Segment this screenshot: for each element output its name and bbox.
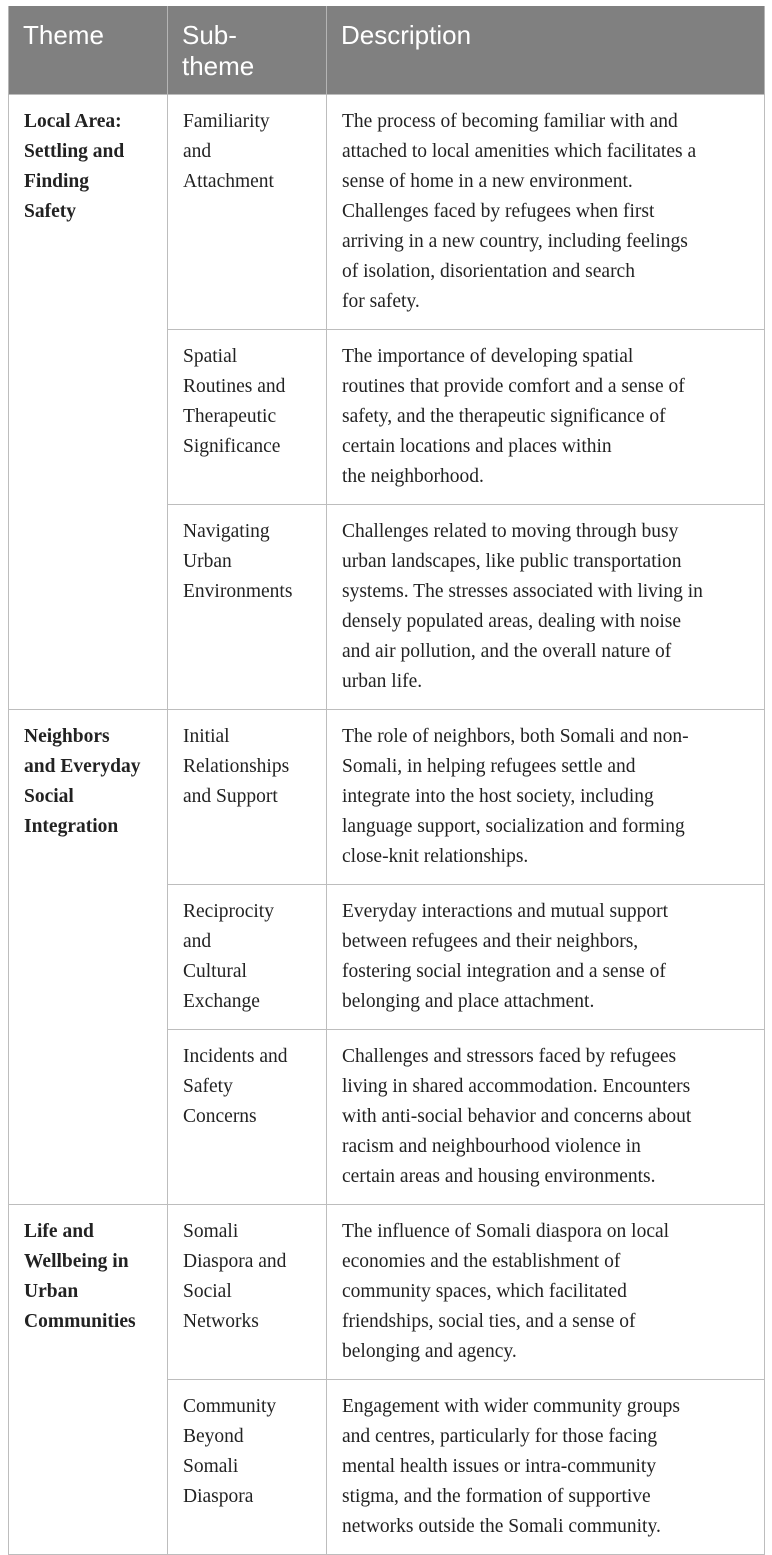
subtheme-cell: Somali Diaspora and Social Networks (168, 1204, 327, 1379)
themes-table (8, 6, 765, 1555)
description-cell: The importance of developing spatial routines that provide comfort and a sense of safety, and the therapeutic significance of certain locations and places within the neighborhood. (327, 329, 765, 504)
subtheme-cell: Familiarity and Attachment (168, 94, 327, 329)
subtheme-cell: Community Beyond Somali Diaspora (168, 1379, 327, 1554)
description-cell: Challenges related to moving through busy urban landscapes, like public transportation systems. The stresses associated with living in densely populated areas, dealing with noise and air pollution, and the overall nature of urban life. (327, 504, 765, 709)
table-row (9, 94, 765, 329)
description-cell: Engagement with wider community groups and centres, particularly for those facing mental health issues or intra-community stigma, and the formation of supportive networks outside the Somali community. (327, 1379, 765, 1554)
description-cell: Everyday interactions and mutual support between refugees and their neighbors, fostering social integration and a sense of belonging and place attachment. (327, 884, 765, 1029)
header-subtheme: Sub- theme (168, 6, 327, 94)
theme-cell: Local Area: Settling and Finding Safety (9, 94, 168, 709)
subtheme-cell: Initial Relationships and Support (168, 709, 327, 884)
table-body (9, 94, 765, 1554)
header-description: Description (327, 6, 765, 94)
table-row (9, 1204, 765, 1379)
header-row (9, 6, 765, 94)
table-row (9, 709, 765, 884)
description-cell: The process of becoming familiar with and attached to local amenities which facilitates a sense of home in a new environment. Challenges faced by refugees when first arriving in a new country, including feelings of isolation, disorientation and search for safety. (327, 94, 765, 329)
subtheme-cell: Spatial Routines and Therapeutic Significance (168, 329, 327, 504)
description-cell: Challenges and stressors faced by refugees living in shared accommodation. Encounters with anti-social behavior and concerns about racism and neighbourhood violence in certain areas and housing environments. (327, 1029, 765, 1204)
description-cell: The role of neighbors, both Somali and non- Somali, in helping refugees settle and integrate into the host society, including language support, socialization and forming close-knit relationships. (327, 709, 765, 884)
header-theme: Theme (9, 6, 168, 94)
subtheme-cell: Incidents and Safety Concerns (168, 1029, 327, 1204)
table-header (9, 6, 765, 94)
subtheme-cell: Reciprocity and Cultural Exchange (168, 884, 327, 1029)
description-cell: The influence of Somali diaspora on local economies and the establishment of community spaces, which facilitated friendships, social ties, and a sense of belonging and agency. (327, 1204, 765, 1379)
theme-cell: Neighbors and Everyday Social Integration (9, 709, 168, 1204)
theme-cell: Life and Wellbeing in Urban Communities (9, 1204, 168, 1554)
subtheme-cell: Navigating Urban Environments (168, 504, 327, 709)
